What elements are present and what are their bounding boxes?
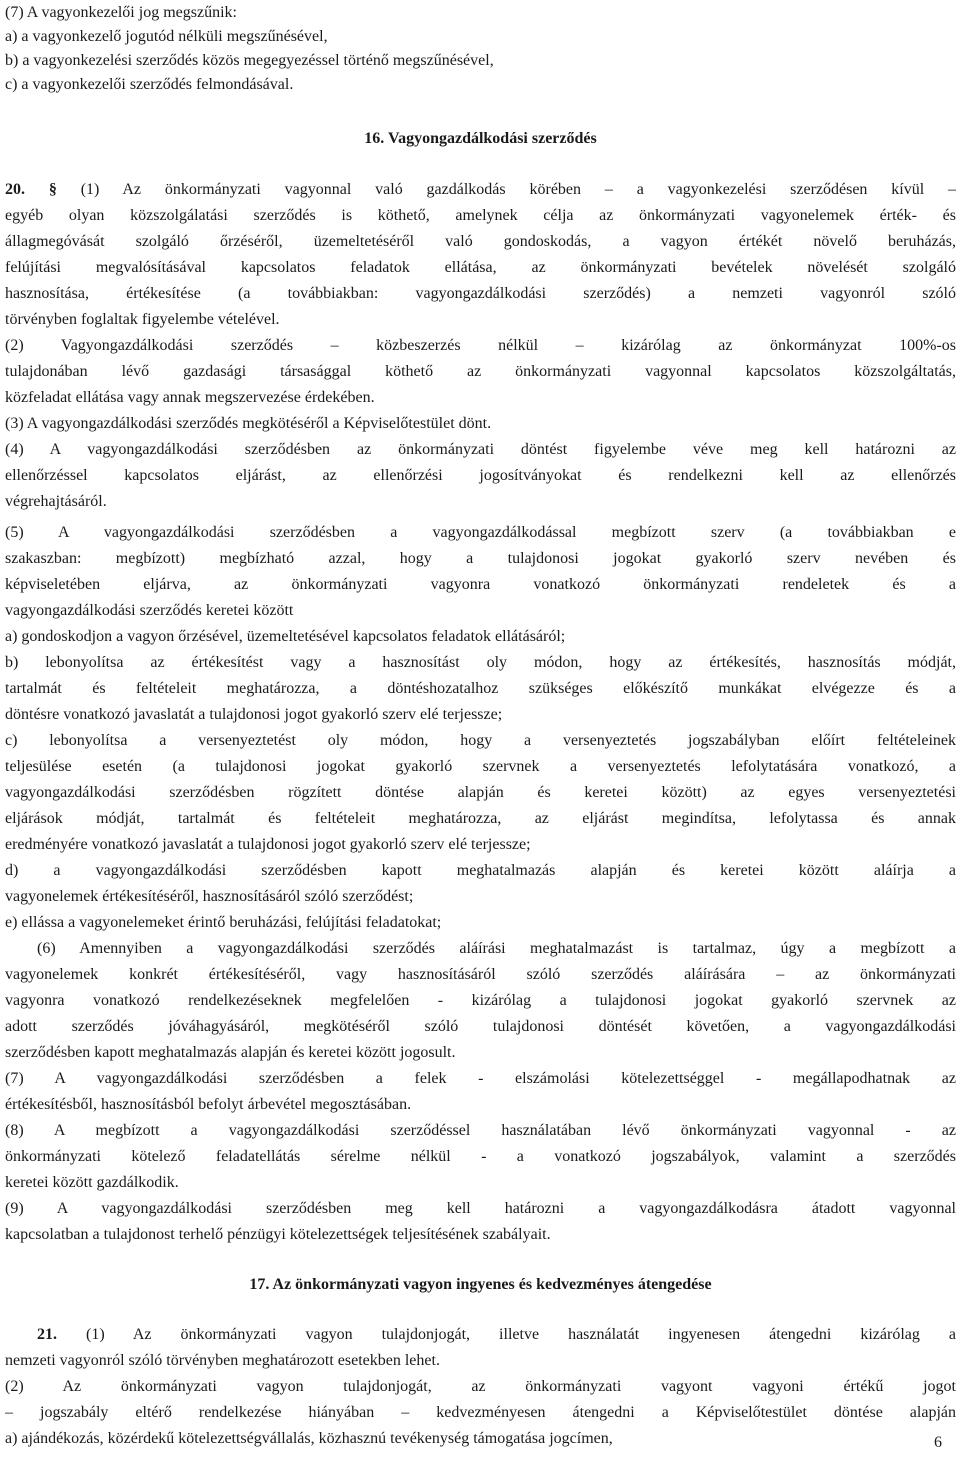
- text-line: szakaszban: megbízott) megbízható azzal, hogy a tulajdonosi jogokat gyakorló szerv nevében és: [5, 550, 956, 567]
- text-line: (7) A vagyonkezelői jog megszűnik:: [5, 4, 237, 21]
- text-line: állagmegóvását szolgáló őrzéséről, üzemeltetéséről való gondoskodás, a vagyon értékét növelő beruházás,: [5, 233, 956, 250]
- paragraph-20-first-line: [5, 177, 956, 202]
- text-line: (5) A vagyongazdálkodási szerződésben a vagyongazdálkodással megbízott szerv (a továbbiakban e: [5, 524, 956, 541]
- text-line: c) lebonyolítsa a versenyeztetést oly módon, hogy a versenyeztetés jogszabályban előírt feltételeinek: [5, 732, 956, 749]
- text-line: (7) A vagyongazdálkodási szerződésben a felek - elszámolási kötelezettséggel - megállapodhatnak az: [5, 1070, 956, 1087]
- text-line: a) a vagyonkezelő jogutód nélküli megszűnésével,: [5, 28, 328, 45]
- text-line: (8) A megbízott a vagyongazdálkodási szerződéssel használatában lévő önkormányzati vagyonnal - az: [5, 1122, 956, 1139]
- text-line: keretei között gazdálkodik.: [5, 1174, 179, 1191]
- page-number: 6: [934, 1434, 942, 1451]
- paragraph-number: 21.: [37, 1326, 57, 1343]
- text-line: ellenőrzéssel kapcsolatos eljárást, az ellenőrzési jogosítványokat és rendelkezni kell az ellenőrzés: [5, 467, 956, 484]
- text-line: c) a vagyonkezelői szerződés felmondásával.: [5, 76, 294, 93]
- text-line: vagyongazdálkodási szerződésben rögzített döntése alapján és keretei között) az egyes versenyeztetési: [5, 784, 956, 801]
- text-line: teljesülése esetén (a tulajdonosi jogokat gyakorló szervnek a versenyeztetés lefolytatására vonatkozó, a: [5, 758, 956, 775]
- text-line: (4) A vagyongazdálkodási szerződésben az önkormányzati döntést figyelembe véve meg kell határozni az: [5, 441, 956, 458]
- text-line: közfeladat ellátása vagy annak megszervezése érdekében.: [5, 389, 375, 406]
- text-line: (2) Az önkormányzati vagyon tulajdonjogát, az önkormányzati vagyont vagyoni értékű jogot: [5, 1378, 956, 1395]
- text-line: nemzeti vagyonról szóló törvényben meghatározott esetekben lehet.: [5, 1352, 440, 1369]
- text-line: (6) Amennyiben a vagyongazdálkodási szerződés aláírási meghatalmazást is tartalmaz, úgy a megbízott a: [37, 940, 956, 957]
- text-line: végrehajtásáról.: [5, 493, 107, 510]
- text-line: eljárások módját, tartalmát és feltételeit meghatározza, az eljárást megindítsa, lefolytassa és annak: [5, 810, 956, 827]
- text-line: törvényben foglaltak figyelembe vételével.: [5, 311, 280, 328]
- text-line: (2) Vagyongazdálkodási szerződés – közbeszerzés nélkül – kizárólag az önkormányzat 100%-os: [5, 337, 956, 354]
- text-line: tulajdonában lévő gazdasági társasággal köthető az önkormányzati vagyonnal kapcsolatos közszolgáltatás,: [5, 363, 956, 380]
- text-line: hasznosítása, értékesítése (a továbbiakban: vagyongazdálkodási szerződés) a nemzeti vagyonról szóló: [5, 285, 956, 302]
- text-line: (1) Az önkormányzati vagyon tulajdonjogát, illetve használatát ingyenesen átengedni kizárólag a: [86, 1326, 956, 1343]
- text-line: (9) A vagyongazdálkodási szerződésben meg kell határozni a vagyongazdálkodásra átadott vagyonnal: [5, 1200, 956, 1217]
- text-line: adott szerződés jóváhagyásáról, megkötéséről szóló tulajdonosi döntését követően, a vagyongazdálkodási: [5, 1018, 956, 1035]
- section-heading: 17. Az önkormányzati vagyon ingyenes és kedvezményes átengedése: [249, 1276, 712, 1293]
- text-line: b) a vagyonkezelési szerződés közös megegyezéssel történő megszűnésével,: [5, 52, 494, 69]
- section-heading: 16. Vagyongazdálkodási szerződés: [364, 130, 597, 147]
- text-line: felújítási megvalósításával kapcsolatos feladatok ellátása, az önkormányzati bevételek növelését szolgáló: [5, 259, 956, 276]
- text-line: e) ellássa a vagyonelemeket érintő beruházási, felújítási feladatokat;: [5, 914, 442, 931]
- text-line: értékesítésből, hasznosításból befolyt árbevétel megosztásában.: [5, 1096, 412, 1113]
- text-line: eredményére vonatkozó javaslatát a tulajdonosi jogot gyakorló szerv elé terjessze;: [5, 836, 531, 853]
- text-line: vagyonra vonatkozó rendelkezéseknek megfelelően - kizárólag a tulajdonosi jogokat gyakorló szervnek az: [5, 992, 956, 1009]
- text-line: d) a vagyongazdálkodási szerződésben kapott meghatalmazás alapján és keretei között aláírja a: [5, 862, 956, 879]
- text-line: döntésre vonatkozó javaslatát a tulajdonosi jogot gyakorló szerv elé terjessze;: [5, 706, 503, 723]
- text-line: kapcsolatban a tulajdonost terhelő pénzügyi kötelezettségek teljesítésének szabályait.: [5, 1226, 551, 1243]
- text-line: tartalmát és feltételeit meghatározza, a döntéshozatalhoz szükséges előkészítő munkákat elvégezze és a: [5, 680, 956, 697]
- text-line: szerződésben kapott meghatalmazás alapján és keretei között jogosult.: [5, 1044, 456, 1061]
- text-line: – jogszabály eltérő rendelkezése hiányában – kedvezményesen átengedni a Képviselőtestület döntése alapján: [5, 1404, 956, 1421]
- text-line: a) gondoskodjon a vagyon őrzésével, üzemeltetésével kapcsolatos feladatok ellátásáról;: [5, 628, 566, 645]
- text-line: vagyongazdálkodási szerződés keretei között: [5, 602, 294, 619]
- paragraph-21-first-line: [37, 1322, 956, 1347]
- text-line: vagyonelemek konkrét értékesítéséről, vagy hasznosításáról szóló szerződés aláírására – az önkormányzati: [5, 966, 956, 983]
- text-line: egyéb olyan közszolgálatási szerződés is köthető, amelynek célja az önkormányzati vagyonelemek érték- és: [5, 207, 956, 224]
- text-line: (3) A vagyongazdálkodási szerződés megkötéséről a Képviselőtestület dönt.: [5, 415, 492, 432]
- text-line: b) lebonyolítsa az értékesítést vagy a hasznosítást oly módon, hogy az értékesítés, hasznosítás módját,: [5, 654, 956, 671]
- text-line: képviseletében eljárva, az önkormányzati vagyonra vonatkozó önkormányzati rendeletek és a: [5, 576, 956, 593]
- text-line: a) ajándékozás, közérdekű kötelezettségvállalás, közhasznú tevékenység támogatása jogcímen,: [5, 1430, 613, 1447]
- text-line: önkormányzati kötelező feladatellátás sérelme nélkül - a vonatkozó jogszabályok, valamint a szerződés: [5, 1148, 956, 1165]
- text-line: vagyonelemek értékesítéséről, hasznosításáról szóló szerződést;: [5, 888, 414, 905]
- paragraph-number: 20. §: [5, 181, 57, 198]
- text-line: (1) Az önkormányzati vagyonnal való gazdálkodás körében – a vagyonkezelési szerződésen kívül –: [80, 181, 956, 198]
